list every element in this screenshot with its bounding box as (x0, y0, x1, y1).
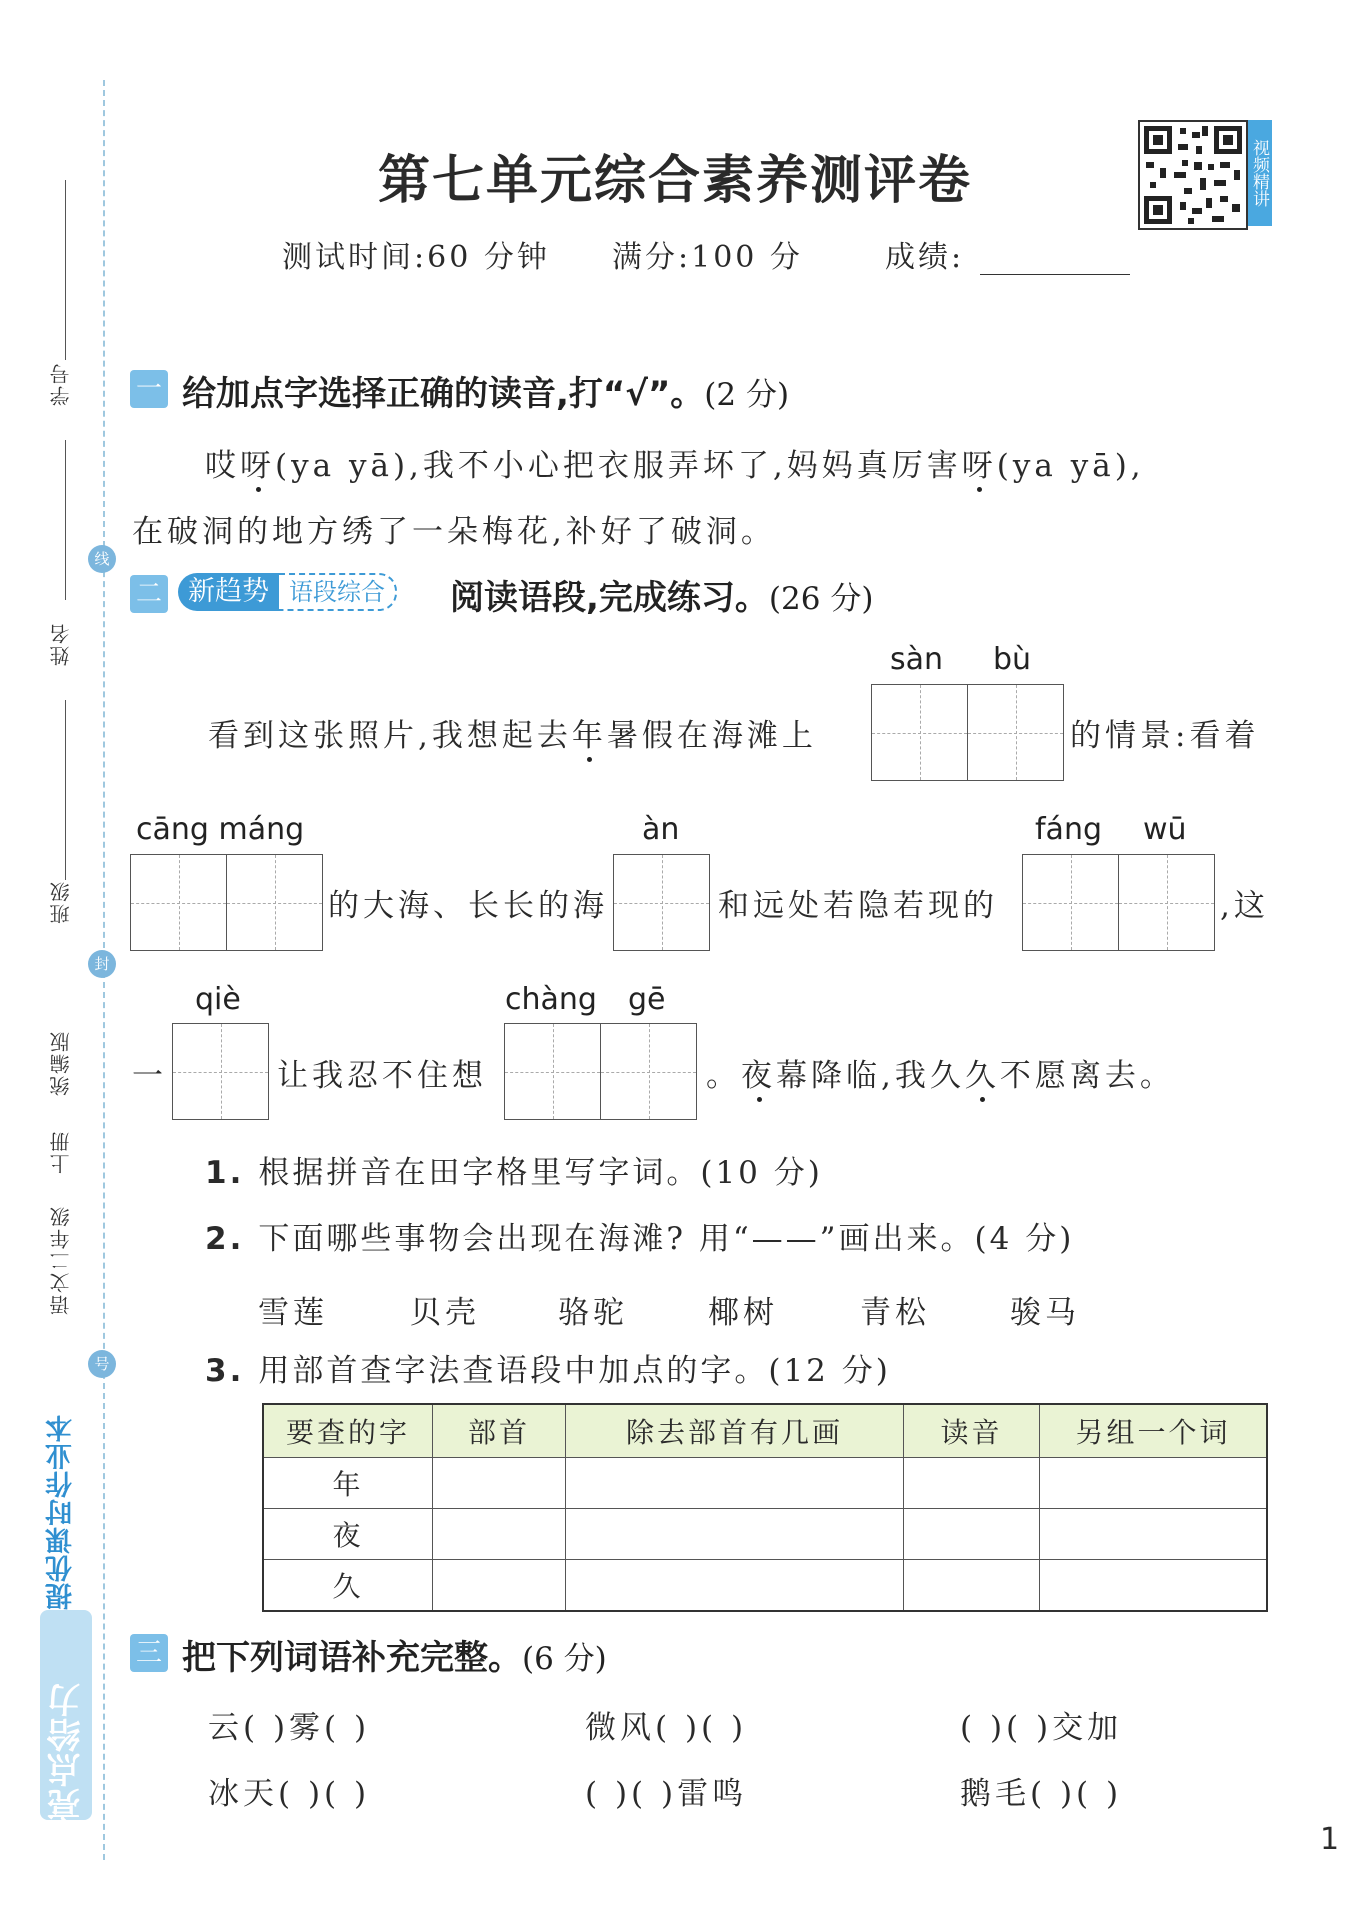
section-heading (450, 570, 873, 619)
question-text: (ya yā),我不小心把衣服弄坏了,妈妈真厉害 (275, 448, 962, 484)
idiom-blank[interactable]: ( )( )雷鸣 (585, 1776, 748, 1812)
table-header: 除去部首有几画 (566, 1404, 904, 1458)
pinyin: cāng máng (136, 812, 305, 847)
seal-mark: 封 (88, 950, 116, 978)
dotted-char: 呀 (240, 448, 275, 484)
brand-logo-text: 亮点给力 (47, 1682, 87, 1822)
table-row (263, 1458, 1267, 1509)
answer-cell[interactable] (904, 1560, 1040, 1612)
table-header: 另组一个词 (1040, 1404, 1268, 1458)
question-text: 下面哪些事物会出现在海滩? 用“——”画出来。(4 分) (258, 1221, 1075, 1257)
section-heading-text: 阅读语段,完成练习。 (450, 578, 769, 618)
table-cell: 夜 (263, 1509, 433, 1560)
answer-cell[interactable] (566, 1560, 904, 1612)
margin-line (65, 440, 66, 600)
question-number: 1. (205, 1155, 245, 1191)
cut-line-mark: 线 (88, 545, 116, 573)
answer-cell[interactable] (433, 1458, 566, 1509)
tianzige-grid[interactable] (504, 1023, 697, 1120)
answer-cell[interactable] (1040, 1509, 1268, 1560)
grid-cell[interactable] (173, 1024, 268, 1119)
number-mark: 号 (88, 1350, 116, 1378)
section-heading (182, 366, 789, 415)
table-row (263, 1509, 1267, 1560)
passage-text: 一 (132, 1058, 167, 1094)
answer-cell[interactable] (433, 1509, 566, 1560)
question-text: 根据拼音在田字格里写字词。(10 分) (258, 1155, 823, 1191)
answer-cell[interactable] (1040, 1458, 1268, 1509)
idiom-blank[interactable]: 微风( )( ) (585, 1710, 748, 1746)
answer-cell[interactable] (904, 1458, 1040, 1509)
pinyin: fáng (1035, 812, 1103, 847)
score-label: 成绩: (885, 240, 965, 275)
dotted-char: 呀 (961, 448, 997, 484)
answer-cell[interactable] (904, 1509, 1040, 1560)
section-points: (2 分) (704, 377, 790, 413)
radical-lookup-table (262, 1403, 1268, 1612)
question-number: 3. (205, 1353, 245, 1389)
option-item[interactable]: 椰树 (708, 1295, 778, 1331)
option-item[interactable]: 青松 (860, 1295, 930, 1331)
tianzige-grid[interactable] (871, 684, 1064, 781)
passage-text: 。 (706, 1058, 741, 1094)
idiom-blank[interactable]: 鹅毛( )( ) (960, 1776, 1123, 1812)
passage-text: 幕降临,我久 (776, 1058, 965, 1094)
pinyin: bù (993, 642, 1032, 677)
passage-text: 的大海、长长的海 (328, 888, 608, 924)
brand-series-name: 提优课时作业本 (46, 1414, 77, 1610)
question-item (205, 1147, 823, 1192)
table-cell: 年 (263, 1458, 433, 1509)
passage-text: 看到这张照片,我想起去 (208, 718, 572, 754)
table-header: 部首 (433, 1404, 566, 1458)
question-text: 哎 (205, 448, 240, 484)
full-score-label: 满分:100 分 (612, 240, 803, 275)
table-header: 要查的字 (263, 1404, 433, 1458)
pinyin: wū (1143, 812, 1187, 847)
question-text: 用部首查字法查语段中加点的字。(12 分) (258, 1353, 891, 1389)
idiom-blank[interactable]: ( )( )交加 (960, 1710, 1123, 1746)
score-blank[interactable] (980, 274, 1130, 275)
pinyin: qiè (195, 982, 241, 1017)
qr-code-icon[interactable] (1138, 120, 1248, 230)
trend-tag-label: 新趋势 (178, 573, 279, 611)
passage-text (706, 1050, 1175, 1095)
option-item[interactable]: 贝壳 (410, 1295, 480, 1331)
section-number: 二 (130, 575, 168, 613)
grid-cell[interactable] (1023, 855, 1118, 950)
video-label: 视频精讲 (1248, 120, 1272, 226)
dotted-char: 久 (964, 1058, 1000, 1094)
passage-text: ,这 (1220, 888, 1269, 924)
passage-text: 暑假在海滩上 (606, 718, 817, 754)
question-sentence (205, 440, 1145, 485)
pinyin: sàn (890, 642, 944, 677)
grid-cell[interactable] (1118, 855, 1214, 950)
pinyin: gē (628, 982, 666, 1017)
section-heading-text: 给加点字选择正确的读音,打“√”。 (182, 374, 705, 414)
question-item (205, 1345, 891, 1390)
question-sentence: 在破洞的地方绣了一朵梅花,补好了破洞。 (132, 514, 776, 550)
question-number: 2. (205, 1221, 245, 1257)
table-cell: 久 (263, 1560, 433, 1612)
idiom-blank[interactable]: 云( )雾( ) (208, 1710, 371, 1746)
grid-cell[interactable] (505, 1024, 600, 1119)
passage-text: 不愿离去。 (999, 1058, 1175, 1094)
grid-cell[interactable] (226, 855, 322, 950)
dotted-char: 年 (571, 718, 607, 754)
idiom-blank[interactable]: 冰天( )( ) (208, 1776, 371, 1812)
volume-label: 上册 (49, 1130, 73, 1174)
option-item[interactable]: 骆驼 (558, 1295, 628, 1331)
passage-text: 和远处若隐若现的 (718, 888, 998, 924)
table-row (263, 1560, 1267, 1612)
grid-cell[interactable] (131, 855, 226, 950)
trend-tag (178, 572, 397, 612)
time-label: 测试时间:60 分钟 (282, 240, 550, 275)
pinyin: àn (642, 812, 680, 847)
tianzige-grid[interactable] (172, 1023, 269, 1120)
section-number: 三 (130, 1634, 168, 1672)
grid-cell[interactable] (872, 685, 967, 780)
passage-text: 的情景:看着 (1070, 718, 1260, 754)
section-number: 一 (130, 370, 168, 408)
table-header-row (263, 1404, 1267, 1458)
section-heading (182, 1630, 607, 1679)
page-title: 第七单元综合素养测评卷 (377, 150, 972, 211)
class-label: 班级 (49, 880, 73, 924)
passage-text: 让我忍不住想 (277, 1058, 487, 1094)
answer-cell[interactable] (566, 1509, 904, 1560)
option-item[interactable]: 雪莲 (258, 1295, 328, 1331)
option-item[interactable]: 骏马 (1010, 1295, 1080, 1331)
section-heading-text: 把下列词语补充完整。 (182, 1638, 522, 1678)
trend-tag-type: 语段综合 (279, 573, 397, 611)
grade-label: 语文二年级 (49, 1205, 73, 1315)
tianzige-grid[interactable] (130, 854, 323, 951)
answer-cell[interactable] (433, 1560, 566, 1612)
grid-cell[interactable] (614, 855, 709, 950)
tianzige-grid[interactable] (613, 854, 710, 951)
answer-cell[interactable] (1040, 1560, 1268, 1612)
section-points: (26 分) (768, 581, 874, 617)
passage-text (208, 710, 817, 755)
question-item (205, 1213, 1074, 1258)
page-number: 1 (1320, 1822, 1340, 1857)
grid-cell[interactable] (967, 685, 1063, 780)
dotted-char: 夜 (741, 1058, 776, 1094)
margin-line (65, 700, 66, 880)
edition-label: 统编版 (49, 1030, 73, 1096)
tianzige-grid[interactable] (1022, 854, 1215, 951)
name-label: 姓名 (49, 622, 73, 666)
section-points: (6 分) (522, 1641, 607, 1677)
question-text: (ya yā), (996, 448, 1145, 484)
student-no-label: 学号 (49, 362, 73, 406)
answer-cell[interactable] (566, 1458, 904, 1509)
pinyin: chàng (505, 982, 597, 1017)
table-header: 读音 (904, 1404, 1040, 1458)
grid-cell[interactable] (600, 1024, 696, 1119)
